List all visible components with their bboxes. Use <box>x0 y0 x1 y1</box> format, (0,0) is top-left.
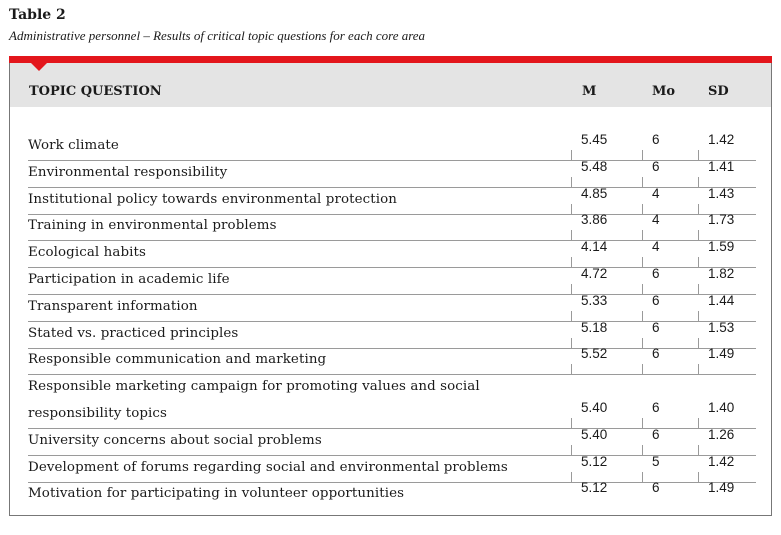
topic-question-cell: Training in environmental problems <box>28 218 277 233</box>
topic-question-cell: Work climate <box>28 138 119 153</box>
column-separator <box>642 177 643 187</box>
mode-cell: 5 <box>652 454 660 469</box>
column-separator <box>642 204 643 214</box>
topic-question-cell: Motivation for participating in volunteer opportunities <box>28 486 405 501</box>
column-separator <box>571 204 572 214</box>
column-separator <box>571 472 572 482</box>
table-row <box>28 214 756 241</box>
column-separator <box>642 284 643 294</box>
column-separator <box>698 338 699 348</box>
column-separator <box>698 445 699 455</box>
table-row <box>28 321 756 349</box>
mode-cell: 6 <box>652 400 660 415</box>
column-separator <box>698 284 699 294</box>
mean-cell: 5.33 <box>581 293 608 308</box>
header-red-bar <box>9 56 772 63</box>
column-separator <box>571 257 572 267</box>
column-separator <box>571 177 572 187</box>
table-row <box>28 374 756 429</box>
mean-cell: 5.12 <box>581 454 608 469</box>
mode-cell: 4 <box>652 239 660 254</box>
topic-question-cell: University concerns about social problems <box>28 433 322 448</box>
sd-cell: 1.49 <box>708 346 735 361</box>
table-row <box>28 160 756 188</box>
column-separator <box>571 311 572 321</box>
sd-cell: 1.41 <box>708 159 735 174</box>
column-separator <box>571 338 572 348</box>
column-separator <box>642 257 643 267</box>
mode-cell: 4 <box>652 212 660 227</box>
column-separator <box>571 150 572 160</box>
topic-question-cell: Environmental responsibility <box>28 165 228 180</box>
topic-question-cell: Development of forums regarding social and environmental problems <box>28 460 508 475</box>
sd-cell: 1.59 <box>708 239 735 254</box>
sd-cell: 1.44 <box>708 293 735 308</box>
column-separator <box>571 230 572 240</box>
mode-cell: 4 <box>652 186 660 201</box>
topic-question-cell: Responsible marketing campaign for promoting values and social <box>28 379 480 394</box>
sd-cell: 1.53 <box>708 320 735 335</box>
topic-question-cell: Transparent information <box>28 299 198 314</box>
mode-cell: 6 <box>652 132 660 147</box>
table-row <box>28 267 756 295</box>
column-separator <box>698 204 699 214</box>
column-separator <box>642 338 643 348</box>
column-separator <box>698 472 699 482</box>
table-row <box>28 187 756 215</box>
column-separator <box>642 150 643 160</box>
mean-cell: 4.14 <box>581 239 608 254</box>
column-separator <box>698 150 699 160</box>
table-row <box>28 240 756 268</box>
sd-cell: 1.49 <box>708 480 735 495</box>
mean-cell: 4.72 <box>581 266 608 281</box>
column-separator <box>571 418 572 428</box>
column-separator <box>571 364 572 374</box>
mean-cell: 5.40 <box>581 427 608 442</box>
topic-question-cell: Institutional policy towards environmental protection <box>28 192 397 207</box>
mode-cell: 6 <box>652 293 660 308</box>
topic-question-cell-continued: responsibility topics <box>28 406 168 421</box>
mode-cell: 6 <box>652 266 660 281</box>
topic-question-cell: Responsible communication and marketing <box>28 352 327 367</box>
column-separator <box>642 445 643 455</box>
sd-cell: 1.42 <box>708 132 735 147</box>
mean-cell: 5.40 <box>581 400 608 415</box>
sd-cell: 1.42 <box>708 454 735 469</box>
table-row <box>28 455 756 483</box>
mode-cell: 6 <box>652 320 660 335</box>
mean-cell: 3.86 <box>581 212 608 227</box>
mode-cell: 6 <box>652 427 660 442</box>
header-sd: SD <box>708 84 729 99</box>
mean-cell: 5.45 <box>581 132 608 147</box>
header-mean: M <box>582 84 597 99</box>
topic-question-cell: Stated vs. practiced principles <box>28 326 239 341</box>
column-separator <box>642 311 643 321</box>
header-red-pointer <box>31 63 47 71</box>
mean-cell: 5.18 <box>581 320 608 335</box>
topic-question-cell: Ecological habits <box>28 245 146 260</box>
mode-cell: 6 <box>652 346 660 361</box>
mean-cell: 5.48 <box>581 159 608 174</box>
sd-cell: 1.73 <box>708 212 735 227</box>
column-separator <box>698 257 699 267</box>
column-separator <box>698 364 699 374</box>
column-separator <box>571 284 572 294</box>
sd-cell: 1.40 <box>708 400 735 415</box>
column-separator <box>698 311 699 321</box>
column-separator <box>642 472 643 482</box>
mean-cell: 5.12 <box>581 480 608 495</box>
column-separator <box>571 445 572 455</box>
column-separator <box>698 418 699 428</box>
column-separator <box>642 364 643 374</box>
table-row <box>28 348 756 375</box>
header-mode: Mo <box>652 84 676 99</box>
column-separator <box>642 230 643 240</box>
table-row <box>28 294 756 322</box>
sd-cell: 1.26 <box>708 427 735 442</box>
table-title: Table 2 <box>9 7 66 23</box>
column-separator <box>698 177 699 187</box>
mode-cell: 6 <box>652 159 660 174</box>
sd-cell: 1.82 <box>708 266 735 281</box>
header-topic-question: TOPIC QUESTION <box>29 84 162 99</box>
table-row <box>28 134 756 161</box>
table-row <box>28 482 756 508</box>
topic-question-cell: Participation in academic life <box>28 272 230 287</box>
sd-cell: 1.43 <box>708 186 735 201</box>
column-separator <box>642 418 643 428</box>
table-row <box>28 428 756 456</box>
mode-cell: 6 <box>652 480 660 495</box>
mean-cell: 5.52 <box>581 346 608 361</box>
table-caption: Administrative personnel – Results of critical topic questions for each core area <box>9 28 426 43</box>
mean-cell: 4.85 <box>581 186 608 201</box>
column-separator <box>698 230 699 240</box>
